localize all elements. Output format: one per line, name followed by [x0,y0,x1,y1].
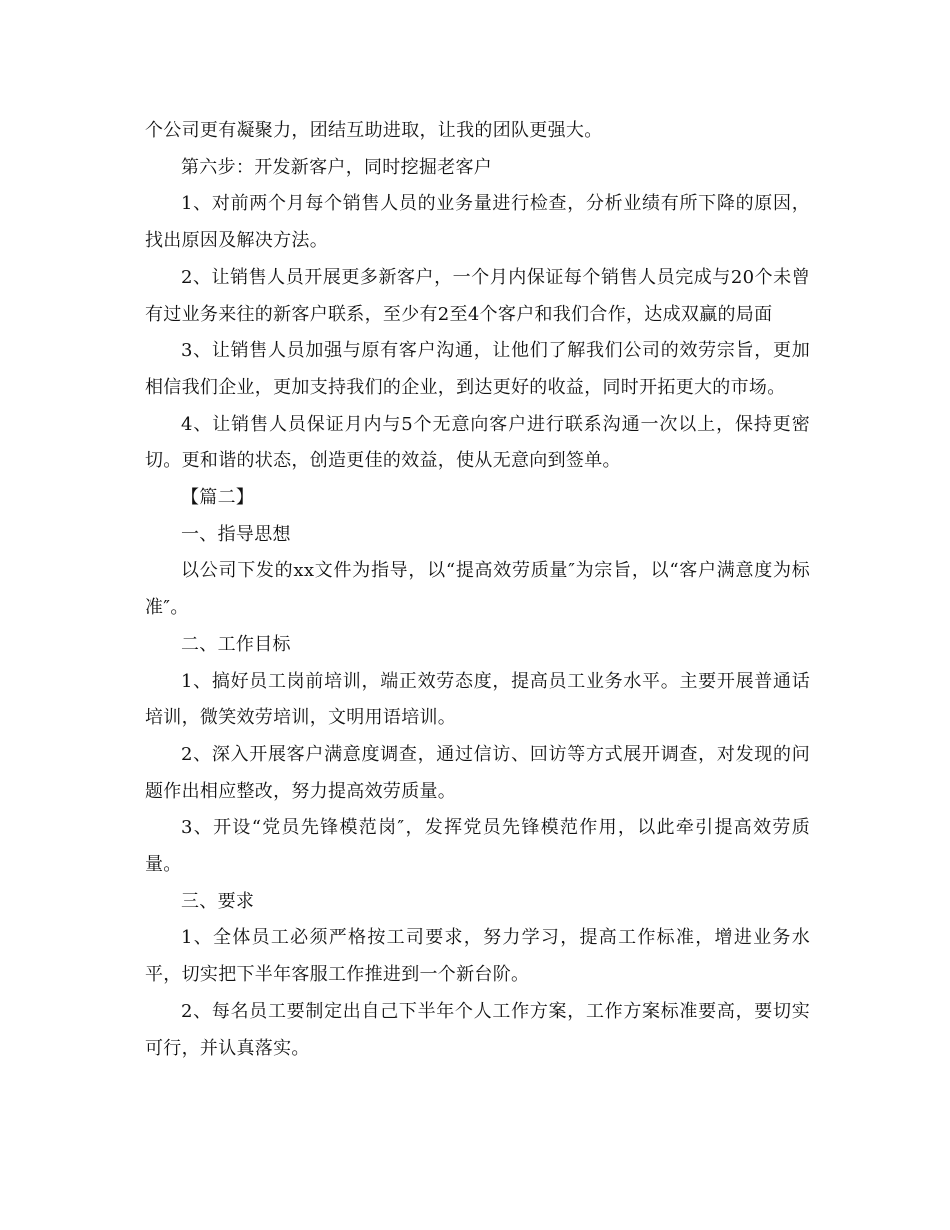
paragraph-item-1: 1、对前两个月每个销售人员的业务量进行检查，分析业绩有所下降的原因，找出原因及解决方法。 [145,193,810,252]
paragraph-continuation: 个公司更有凝聚力，团结互助进取，让我的团队更强大。 [145,120,603,141]
requirement-item-2: 2、每名员工要制定出自己下半年个人工作方案，工作方案标准要高，要切实可行，并认真落实。 [145,1000,810,1059]
step-six-heading: 第六步：开发新客户，同时挖掘老客户 [181,156,493,178]
goal-item-1: 1、搞好员工岗前培训，端正效劳态度，提高员工业务水平。主要开展普通话培训，微笑效劳培训，文明用语培训。 [145,670,810,729]
goal-item-3: 3、开设“党员先锋模范岗″，发挥党员先锋模范作用，以此牵引提高效劳质量。 [145,817,810,876]
requirement-item-1: 1、全体员工必须严格按工司要求，努力学习，提高工作标准，增进业务水平，切实把下半年客服工作推进到一个新台阶。 [145,927,810,986]
document-body [145,113,810,1067]
paragraph-item-2: 2、让销售人员开展更多新客户，一个月内保证每个销售人员完成与20个未曾有过业务来往的新客户联系，至少有2至4个客户和我们合作，达成双赢的局面 [145,266,810,325]
paragraph-item-4: 4、让销售人员保证月内与5个无意向客户进行联系沟通一次以上，保持更密切。更和谐的状态，创造更佳的效益，使从无意向到签单。 [145,413,810,472]
paragraph-item-3: 3、让销售人员加强与原有客户沟通，让他们了解我们公司的效劳宗旨，更加相信我们企业，更加支持我们的企业，到达更好的收益，同时开拓更大的市场。 [145,340,810,398]
heading-requirements: 三、要求 [181,890,255,912]
section-title-part-two: 【篇二】 [181,487,255,509]
paragraph-guiding-ideology: 以公司下发的xx文件为指导，以“提高效劳质量″为宗旨，以“客户满意度为标准″。 [145,560,810,619]
goal-item-2: 2、深入开展客户满意度调查，通过信访、回访等方式展开调查，对发现的问题作出相应整改，努力提高效劳质量。 [145,743,810,802]
heading-guiding-ideology: 一、指导思想 [181,523,291,545]
heading-work-goals: 二、工作目标 [181,633,291,655]
